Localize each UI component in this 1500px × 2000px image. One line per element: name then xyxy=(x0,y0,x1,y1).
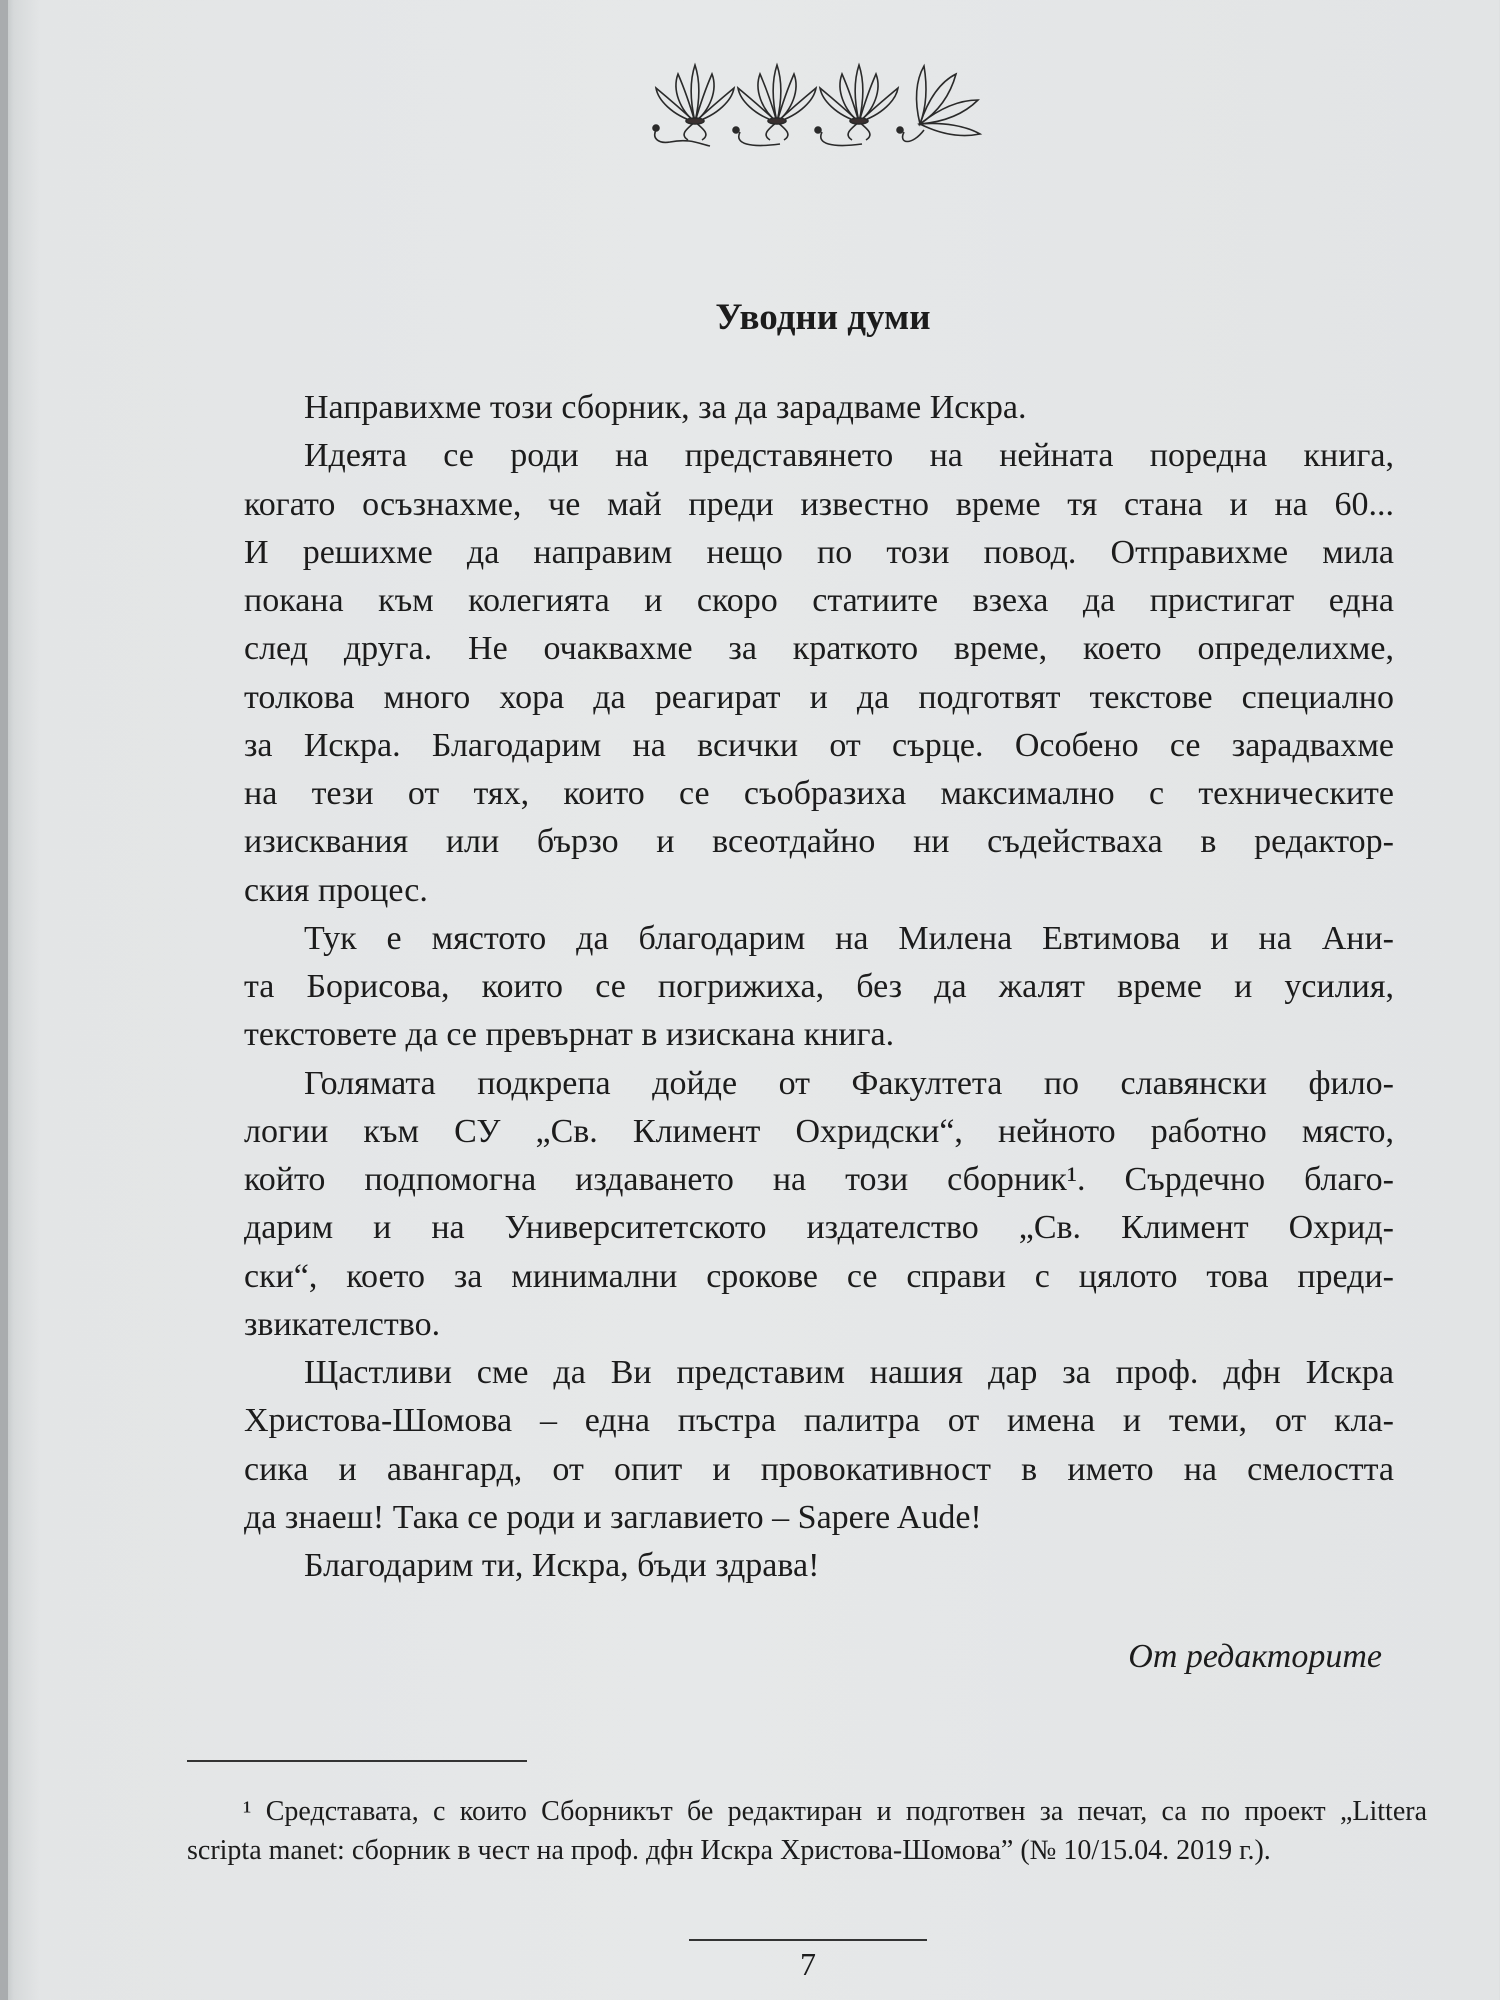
paragraph-2-line: изисквания или бързо и всеотдайно ни съдействаха в редактор- xyxy=(244,823,1394,861)
paragraph-2-line: И решихме да направим нещо по този повод. Отправихме мила xyxy=(244,533,1394,571)
paragraph-2-line: покана към колегията и скоро статиите взеха да пристигат една xyxy=(244,582,1394,619)
footnote-line: scripta manet: сборник в чест на проф. дфн Искра Христова-Шомова” (№ 10/15.04. 2019 г.). xyxy=(187,1835,1271,1866)
body-text xyxy=(244,384,1394,1590)
paragraph-5-line: Христова-Шомова – една пъстра палитра от имена и теми, от кла- xyxy=(244,1402,1394,1440)
paragraph-3-line: та Борисова, които се погрижиха, без да жалят време и усилия, xyxy=(244,968,1394,1005)
signature: От редакторите xyxy=(1128,1638,1382,1675)
paragraph-3-line: текстовете да се превърнат в изискана книга. xyxy=(244,1016,895,1054)
paragraph-3-line: Тук е мястото да благодарим на Милена Евтимова и на Ани- xyxy=(304,919,1394,957)
footnote-line: ¹ Средставата, с които Сборникът бе редактиран и подготвен за печат, са по проект „Littera xyxy=(243,1796,1427,1827)
paragraph-2-line: толкова много хора да реагират и да подготвят текстове специално xyxy=(244,678,1394,716)
paragraph-4-line: ски“, което за минимални срокове се справи с цялото това преди- xyxy=(244,1257,1394,1295)
paragraph-5-line: Щастливи сме да Ви представим нашия дар за проф. дфн Искра xyxy=(304,1354,1394,1391)
paragraph-4-line: звикателство. xyxy=(244,1305,441,1343)
paragraph-2-line: Идеята се роди на представянето на нейната поредна книга, xyxy=(304,437,1394,475)
page-number-divider xyxy=(689,1939,927,1941)
lotus-flowers-ornament-icon xyxy=(650,60,1000,152)
page-number: 7 xyxy=(800,1946,816,1982)
paragraph-6-line: Благодарим ти, Искра, бъди здрава! xyxy=(304,1547,820,1584)
paragraph-5-line: да знаеш! Така се роди и заглавието – Sapere Aude! xyxy=(244,1498,982,1536)
paragraph-5-line: сика и авангард, от опит и провокативност в името на смелостта xyxy=(244,1450,1394,1488)
paragraph-2-line: на тези от тях, които се съобразиха максимално с техническите xyxy=(244,775,1394,812)
paragraph-2-line: след друга. Не очаквахме за краткото време, което определихме, xyxy=(244,630,1394,668)
paragraph-2-line: ския процес. xyxy=(244,871,428,909)
paragraph-4-line: логии към СУ „Св. Климент Охридски“, нейното работно място, xyxy=(244,1112,1394,1150)
footnote-divider xyxy=(187,1760,527,1762)
paragraph-4-line: дарим и на Университетското издателство „Св. Климент Охрид- xyxy=(244,1209,1394,1247)
paragraph-1-line: Направихме този сборник, за да зарадваме Искра. xyxy=(304,389,1027,426)
paragraph-4-line: който подпомогна издаването на този сборник¹. Сърдечно благо- xyxy=(244,1161,1394,1198)
paragraph-2-line: когато осъзнахме, че май преди известно време тя стана и на 60... xyxy=(244,485,1394,523)
paragraph-4-line: Голямата подкрепа дойде от Факултета по славянски фило- xyxy=(304,1064,1394,1102)
page-title: Уводни думи xyxy=(715,297,931,338)
paragraph-2-line: за Искра. Благодарим на всички от сърце. Особено се зарадвахме xyxy=(244,726,1394,764)
footnote xyxy=(187,1792,1427,1870)
